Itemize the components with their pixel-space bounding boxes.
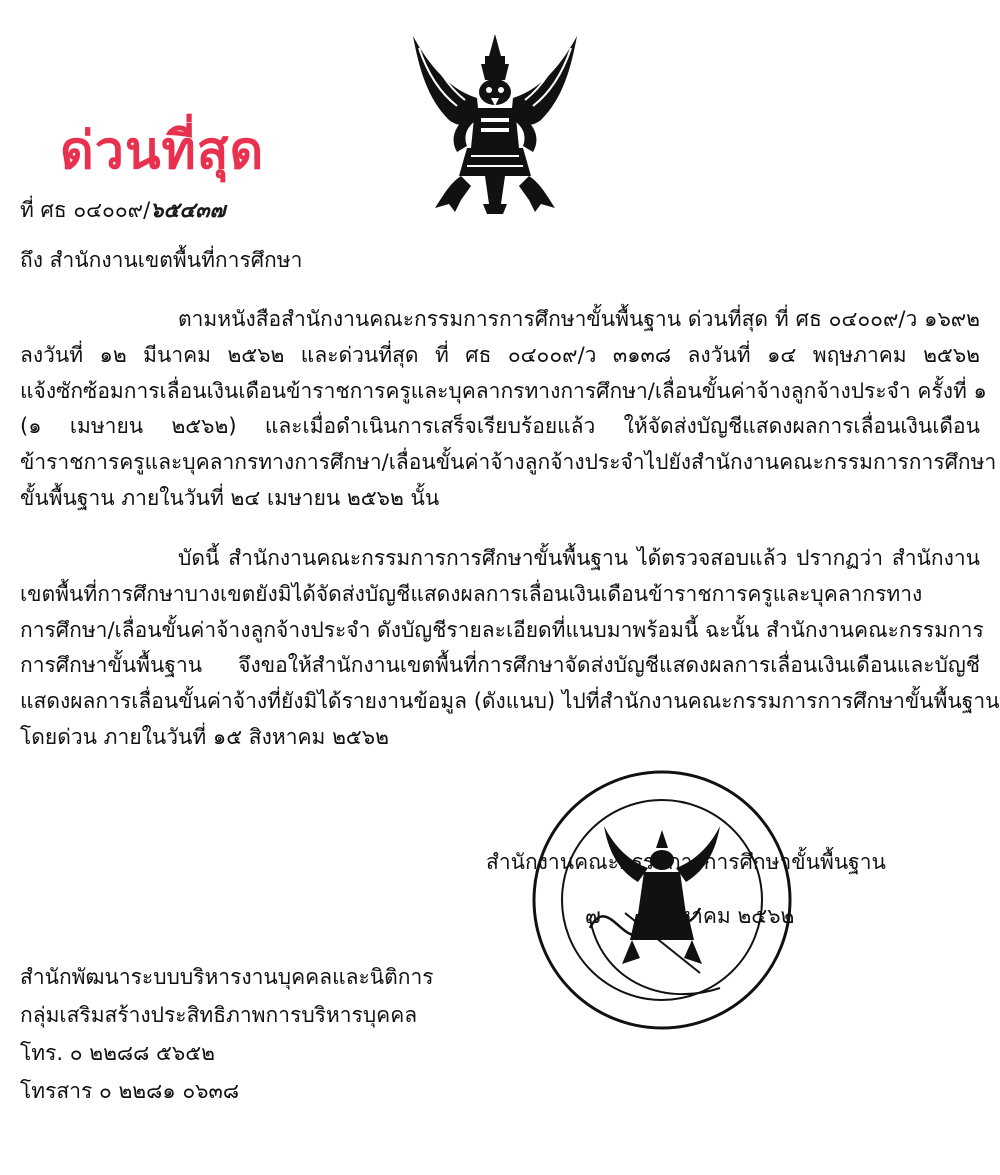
date-day: ๗	[585, 904, 601, 928]
garuda-emblem-icon	[405, 28, 585, 218]
date-year: ๒๕๖๒	[737, 904, 795, 928]
body-paragraph-1	[20, 302, 997, 517]
paragraph-line: บัดนี้ สำนักงานคณะกรรมการการศึกษาขั้นพื้นฐาน ได้ตรวจสอบแล้ว ปรากฏว่า สำนักงาน	[178, 546, 980, 570]
signing-office: สำนักงานคณะกรรมการการศึกษาขั้นพื้นฐาน	[486, 850, 886, 874]
paragraph-line: เขตพื้นที่การศึกษาบางเขตยังมิได้จัดส่งบัญชีแสดงผลการเลื่อนเงินเดือนข้าราชการครูและบุคลากรทาง	[20, 581, 923, 606]
date-month: สิงหาคม	[654, 904, 731, 928]
paragraph-line: (๑ เมษายน ๒๕๖๒) และเมื่อดำเนินการเสร็จเรียบร้อยแล้ว ให้จัดส่งบัญชีแสดงผลการเลื่อนเงินเดือน	[20, 414, 980, 439]
paragraph-line: แสดงผลการเลื่อนขั้นค่าจ้างที่ยังมิได้รายงานข้อมูล (ดังแนบ) ไปที่สำนักงานคณะกรรมการการศึกษาขั้นพื้นฐาน	[20, 689, 1000, 714]
paragraph-line: ตามหนังสือสำนักงานคณะกรรมการการศึกษาขั้นพื้นฐาน ด่วนที่สุด ที่ ศธ ๐๔๐๐๙/ว ๑๖๙๒	[178, 307, 980, 331]
paragraph-line: แจ้งซักซ้อมการเลื่อนเงินเดือนข้าราชการครูและบุคลากรทางการศึกษา/เลื่อนขั้นค่าจ้างลูกจ้างประจำ ครั้งที่ ๑	[20, 378, 987, 403]
reference-prefix: ที่ ศธ ๐๔๐๐๙/	[20, 198, 151, 222]
paragraph-line: โดยด่วน ภายในวันที่ ๑๕ สิงหาคม ๒๕๖๒	[20, 724, 389, 749]
group-name: กลุ่มเสริมสร้างประสิทธิภาพการบริหารบุคคล	[20, 1003, 418, 1027]
paragraph-line: ลงวันที่ ๑๒ มีนาคม ๒๕๖๒ และด่วนที่สุด ที่ ศธ ๐๔๐๐๙/ว ๓๑๓๘ ลงวันที่ ๑๔ พฤษภาคม ๒๕๖๒	[20, 342, 980, 367]
reference-number-handwritten: ๖๕๔๓๗	[150, 198, 226, 222]
phone-number: โทร. ๐ ๒๒๘๘ ๕๖๕๒	[20, 1041, 215, 1065]
body-paragraph-2	[20, 541, 1000, 756]
paragraph-line: ขั้นพื้นฐาน ภายในวันที่ ๒๔ เมษายน ๒๕๖๒ นั้น	[20, 485, 440, 510]
urgent-stamp: ด่วนที่สุด	[60, 120, 265, 181]
recipient-line: ถึง สำนักงานเขตพื้นที่การศึกษา	[20, 248, 303, 272]
signing-date	[585, 900, 794, 933]
paragraph-line: ข้าราชการครูและบุคลากรทางการศึกษา/เลื่อนขั้นค่าจ้างลูกจ้างประจำไปยังสำนักงานคณะกรรมการการศึกษา	[20, 450, 997, 475]
contact-block	[20, 958, 434, 1110]
fax-number: โทรสาร ๐ ๒๒๘๑ ๐๖๓๘	[20, 1079, 240, 1103]
paragraph-line: การศึกษาขั้นพื้นฐาน จึงขอให้สำนักงานเขตพื้นที่การศึกษาจัดส่งบัญชีแสดงผลการเลื่อนเงินเดือนและบัญชี	[20, 653, 980, 678]
department-name: สำนักพัฒนาระบบบริหารงานบุคคลและนิติการ	[20, 965, 434, 989]
paragraph-line: การศึกษา/เลื่อนขั้นค่าจ้างลูกจ้างประจำ ดังบัญชีรายละเอียดที่แนบมาพร้อมนี้ ฉะนั้น สำนักงานคณะกรรมการ	[20, 617, 984, 642]
document-reference	[20, 196, 225, 224]
